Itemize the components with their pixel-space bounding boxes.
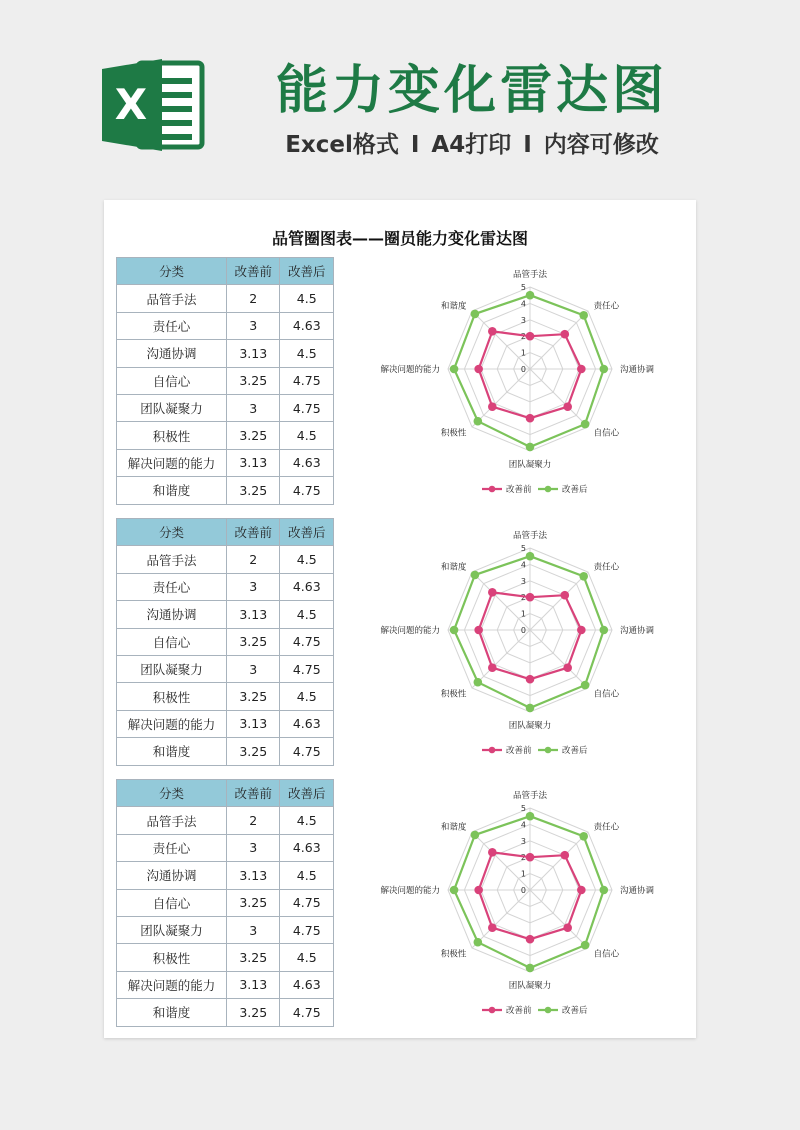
category-label: 积极性 — [440, 949, 467, 960]
table-cell: 3 — [227, 655, 280, 682]
category-label: 沟通协调 — [620, 626, 655, 636]
column-header: 改善后 — [280, 519, 334, 546]
legend-marker — [489, 486, 496, 493]
tick-label: 0 — [520, 886, 526, 895]
data-point — [526, 704, 535, 713]
data-point — [579, 572, 588, 581]
subtitle-editable: 内容可修改 — [543, 132, 659, 158]
table-cell: 品管手法 — [117, 807, 227, 834]
tick-label: 2 — [520, 332, 526, 342]
page-subtitle: Excel格式 I A4打印 I 内容可修改 — [285, 132, 659, 158]
table-cell: 团队凝聚力 — [117, 916, 227, 943]
data-point — [526, 964, 535, 973]
table-row — [117, 862, 334, 889]
legend-label: 改善前 — [506, 746, 532, 756]
chart-legend — [482, 1005, 588, 1016]
table-row — [117, 628, 334, 655]
table-cell: 团队凝聚力 — [117, 655, 227, 682]
table-cell: 品管手法 — [117, 285, 227, 312]
table-cell: 积极性 — [117, 683, 227, 710]
data-point — [488, 402, 497, 411]
legend-marker — [489, 1007, 496, 1014]
tick-label: 0 — [520, 626, 526, 635]
column-header: 分类 — [117, 780, 227, 807]
table-cell: 3 — [227, 394, 280, 421]
column-header: 改善后 — [280, 258, 334, 285]
excel-logo-icon — [100, 55, 210, 155]
subtitle-format: Excel格式 — [285, 132, 399, 158]
table-row — [117, 312, 334, 339]
table-cell: 沟通协调 — [117, 862, 227, 889]
category-label: 品管手法 — [512, 791, 548, 801]
table-cell: 4.75 — [280, 738, 334, 765]
table-row — [117, 710, 334, 737]
tick-label: 4 — [520, 299, 526, 309]
data-point — [577, 886, 586, 895]
table-cell: 4.63 — [280, 449, 334, 476]
legend-label: 改善前 — [506, 1006, 532, 1016]
data-point — [600, 886, 609, 895]
data-point — [488, 923, 497, 932]
data-point — [560, 591, 569, 600]
table-cell: 和谐度 — [117, 477, 227, 504]
table-cell: 自信心 — [117, 367, 227, 394]
data-table — [116, 257, 334, 505]
tick-label: 1 — [520, 869, 526, 879]
table-cell: 沟通协调 — [117, 601, 227, 628]
table-cell: 4.63 — [280, 971, 334, 998]
category-label: 和谐度 — [440, 822, 467, 833]
table-row — [117, 971, 334, 998]
column-header: 改善前 — [227, 258, 280, 285]
table-cell: 2 — [227, 285, 280, 312]
table-row — [117, 655, 334, 682]
category-label: 品管手法 — [512, 531, 548, 541]
column-header: 改善前 — [227, 780, 280, 807]
logo-letter: X — [114, 80, 148, 129]
data-point — [526, 812, 535, 821]
table-row — [117, 944, 334, 971]
table-cell: 团队凝聚力 — [117, 394, 227, 421]
radar-chart — [374, 526, 686, 776]
data-point — [471, 831, 480, 840]
data-point — [450, 365, 459, 374]
table-cell: 3 — [227, 312, 280, 339]
data-point — [526, 552, 535, 561]
table-cell: 4.75 — [280, 889, 334, 916]
data-point — [579, 832, 588, 841]
sheet-title: 品管圈图表——圈员能力变化雷达图 — [271, 229, 528, 248]
table-cell: 4.5 — [280, 546, 334, 573]
table-cell: 4.5 — [280, 807, 334, 834]
category-label: 积极性 — [440, 689, 467, 700]
legend-label: 改善后 — [562, 1006, 588, 1016]
data-point — [474, 417, 483, 426]
tick-label: 3 — [520, 576, 526, 586]
data-point — [488, 848, 497, 857]
data-point — [471, 571, 480, 580]
data-point — [526, 414, 535, 423]
column-header: 改善前 — [227, 519, 280, 546]
data-point — [526, 593, 535, 602]
category-label: 和谐度 — [440, 562, 467, 573]
tick-label: 5 — [520, 804, 526, 813]
category-label: 团队凝聚力 — [508, 721, 552, 731]
table-row — [117, 422, 334, 449]
data-point — [579, 311, 588, 320]
table-cell: 4.75 — [280, 394, 334, 421]
data-point — [563, 402, 572, 411]
data-point — [474, 938, 483, 947]
column-header: 分类 — [117, 519, 227, 546]
table-cell: 4.63 — [280, 573, 334, 600]
category-label: 解决问题的能力 — [380, 365, 440, 375]
table-row — [117, 999, 334, 1026]
table-cell: 4.75 — [280, 999, 334, 1026]
data-point — [560, 330, 569, 339]
tick-label: 2 — [520, 593, 526, 603]
table-cell: 4.5 — [280, 944, 334, 971]
data-point — [526, 332, 535, 341]
legend-marker — [489, 747, 496, 754]
table-cell: 4.63 — [280, 834, 334, 861]
table-cell: 和谐度 — [117, 999, 227, 1026]
category-label: 沟通协调 — [620, 365, 655, 375]
subtitle-print: A4打印 — [431, 132, 512, 158]
table-cell: 4.5 — [280, 601, 334, 628]
table-cell: 4.63 — [280, 312, 334, 339]
table-cell: 积极性 — [117, 422, 227, 449]
data-point — [474, 626, 483, 635]
data-point — [488, 663, 497, 672]
table-cell: 2 — [227, 546, 280, 573]
category-label: 责任心 — [593, 301, 620, 312]
table-row — [117, 285, 334, 312]
legend-marker — [545, 486, 552, 493]
category-label: 品管手法 — [512, 270, 548, 280]
category-label: 解决问题的能力 — [380, 626, 440, 636]
table-cell: 3.25 — [227, 738, 280, 765]
data-point — [526, 935, 535, 944]
table-row — [117, 477, 334, 504]
data-table — [116, 518, 334, 766]
data-point — [450, 886, 459, 895]
data-point — [560, 851, 569, 860]
table-cell: 3.25 — [227, 683, 280, 710]
data-point — [450, 626, 459, 635]
data-point — [474, 365, 483, 374]
table-cell: 3.25 — [227, 889, 280, 916]
table-cell: 解决问题的能力 — [117, 449, 227, 476]
tick-label: 5 — [520, 544, 526, 553]
radar-chart — [374, 786, 686, 1036]
table-row — [117, 546, 334, 573]
document-sheet — [104, 200, 696, 1038]
table-cell: 责任心 — [117, 312, 227, 339]
table-cell: 3 — [227, 916, 280, 943]
table-cell: 3.25 — [227, 944, 280, 971]
category-label: 自信心 — [593, 949, 620, 960]
chart-legend — [482, 484, 588, 495]
table-cell: 4.5 — [280, 340, 334, 367]
tick-label: 3 — [520, 836, 526, 846]
table-cell: 3.13 — [227, 710, 280, 737]
legend-marker — [545, 1007, 552, 1014]
data-point — [526, 675, 535, 684]
table-cell: 责任心 — [117, 573, 227, 600]
category-label: 团队凝聚力 — [508, 981, 552, 991]
data-point — [581, 420, 590, 429]
tick-label: 0 — [520, 365, 526, 374]
table-cell: 4.5 — [280, 862, 334, 889]
category-label: 积极性 — [440, 428, 467, 439]
table-cell: 积极性 — [117, 944, 227, 971]
table-row — [117, 807, 334, 834]
table-row — [117, 573, 334, 600]
table-row — [117, 683, 334, 710]
table-row — [117, 449, 334, 476]
data-point — [563, 663, 572, 672]
table-row — [117, 916, 334, 943]
table-cell: 4.75 — [280, 655, 334, 682]
data-point — [600, 365, 609, 374]
data-point — [471, 310, 480, 319]
data-point — [474, 886, 483, 895]
table-cell: 3 — [227, 573, 280, 600]
table-row — [117, 601, 334, 628]
table-row — [117, 834, 334, 861]
tick-label: 5 — [520, 283, 526, 292]
table-row — [117, 889, 334, 916]
data-table — [116, 779, 334, 1027]
category-label: 责任心 — [593, 562, 620, 573]
page-title: 能力变化雷达图 — [275, 61, 668, 121]
table-cell: 3.13 — [227, 449, 280, 476]
table-cell: 沟通协调 — [117, 340, 227, 367]
table-cell: 3 — [227, 834, 280, 861]
data-point — [526, 853, 535, 862]
table-cell: 和谐度 — [117, 738, 227, 765]
data-point — [577, 626, 586, 635]
table-cell: 3.25 — [227, 422, 280, 449]
category-label: 沟通协调 — [620, 886, 655, 896]
table-cell: 4.63 — [280, 710, 334, 737]
category-label: 自信心 — [593, 428, 620, 439]
tick-label: 4 — [520, 560, 526, 570]
table-row — [117, 394, 334, 421]
radar-chart — [374, 265, 686, 515]
table-cell: 3.25 — [227, 628, 280, 655]
data-point — [488, 327, 497, 336]
table-cell: 2 — [227, 807, 280, 834]
table-cell: 4.5 — [280, 683, 334, 710]
data-point — [563, 923, 572, 932]
table-cell: 3.13 — [227, 340, 280, 367]
data-point — [581, 941, 590, 950]
legend-label: 改善前 — [506, 485, 532, 495]
data-point — [526, 291, 535, 300]
data-point — [474, 678, 483, 687]
table-cell: 3.25 — [227, 999, 280, 1026]
tick-label: 2 — [520, 853, 526, 863]
table-cell: 4.75 — [280, 477, 334, 504]
table-cell: 解决问题的能力 — [117, 971, 227, 998]
data-point — [600, 626, 609, 635]
legend-marker — [545, 747, 552, 754]
tick-label: 3 — [520, 315, 526, 325]
table-cell: 责任心 — [117, 834, 227, 861]
table-cell: 3.25 — [227, 367, 280, 394]
table-cell: 3.13 — [227, 971, 280, 998]
table-cell: 3.25 — [227, 477, 280, 504]
data-point — [488, 588, 497, 597]
table-cell: 4.75 — [280, 367, 334, 394]
table-cell: 4.75 — [280, 628, 334, 655]
table-row — [117, 340, 334, 367]
column-header: 改善后 — [280, 780, 334, 807]
category-label: 解决问题的能力 — [380, 886, 440, 896]
table-row — [117, 738, 334, 765]
table-cell: 3.13 — [227, 862, 280, 889]
table-cell: 自信心 — [117, 628, 227, 655]
tick-label: 4 — [520, 820, 526, 830]
table-cell: 品管手法 — [117, 546, 227, 573]
table-cell: 3.13 — [227, 601, 280, 628]
table-cell: 解决问题的能力 — [117, 710, 227, 737]
data-point — [526, 443, 535, 452]
table-cell: 自信心 — [117, 889, 227, 916]
tick-label: 1 — [520, 348, 526, 358]
table-cell: 4.5 — [280, 285, 334, 312]
category-label: 和谐度 — [440, 301, 467, 312]
table-cell: 4.5 — [280, 422, 334, 449]
category-label: 团队凝聚力 — [508, 460, 552, 470]
table-row — [117, 367, 334, 394]
category-label: 责任心 — [593, 822, 620, 833]
chart-legend — [482, 745, 588, 756]
tick-label: 1 — [520, 609, 526, 619]
category-label: 自信心 — [593, 689, 620, 700]
table-cell: 4.75 — [280, 916, 334, 943]
legend-label: 改善后 — [562, 485, 588, 495]
data-point — [581, 681, 590, 690]
column-header: 分类 — [117, 258, 227, 285]
data-point — [577, 365, 586, 374]
legend-label: 改善后 — [562, 746, 588, 756]
